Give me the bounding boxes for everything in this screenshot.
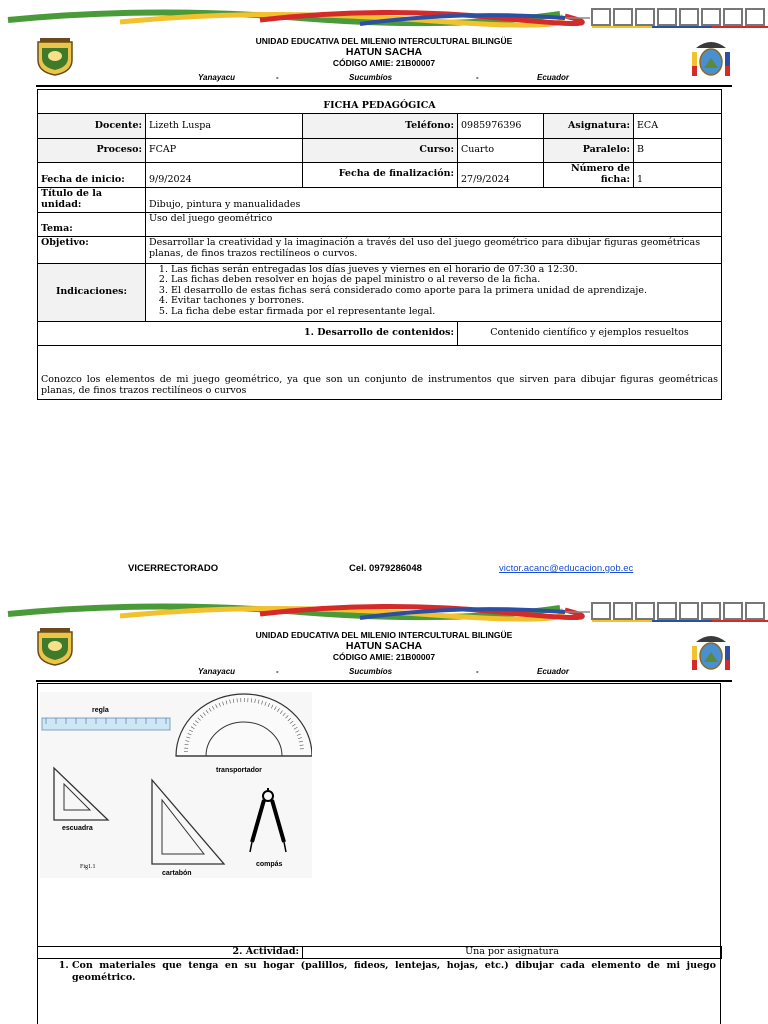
numero-label: Número de ficha: — [544, 163, 634, 188]
indicacion-item: 1. Las fichas serán entregadas los días jueves y viernes en el horario de 07:30 a 12:30. — [171, 265, 718, 275]
school-line1: UNIDAD EDUCATIVA DEL MILENIO INTERCULTURAL BILINGÜE — [255, 36, 513, 46]
page-header-2 — [0, 594, 768, 674]
titulo-label: Título de la unidad: — [38, 187, 146, 212]
proceso-value: FCAP — [146, 139, 303, 163]
desarrollo-label: 1. Desarrollo de contenidos: — [38, 321, 458, 345]
school-line2: HATUN SACHA — [345, 640, 423, 652]
inicio-value: 9/9/2024 — [146, 163, 303, 188]
location-place: Yanayacu — [198, 73, 236, 82]
school-amie: CÓDIGO AMIE: 21B00007 — [332, 652, 436, 662]
actividad-table — [37, 946, 722, 959]
actividad-task — [40, 960, 716, 984]
objetivo-label: Objetivo: — [38, 236, 146, 263]
fin-value: 27/9/2024 — [458, 163, 544, 188]
header-rule — [36, 680, 732, 682]
indicaciones-list — [149, 265, 718, 317]
footer-email-link[interactable]: victor.acanc@educacion.gob.ec — [499, 563, 634, 574]
footer-office: VICERRECTORADO — [128, 563, 219, 574]
actividad-label: 2. Actividad: — [38, 947, 303, 959]
asignatura-label: Asignatura: — [544, 114, 634, 139]
cartabon-label: cartabón — [162, 870, 192, 877]
decorative-band — [0, 600, 768, 622]
indicacion-item: 3. El desarrollo de estas fichas será considerado como aporte para la primera unidad de aprendizaje. — [171, 286, 718, 296]
regla-label: regla — [92, 707, 109, 714]
paralelo-value: B — [634, 139, 722, 163]
indicaciones-label: Indicaciones: — [38, 263, 146, 321]
desarrollo-value: Contenido científico y ejemplos resueltos — [458, 321, 722, 345]
actividad-item: 1. Con materiales que tenga en su hogar (palillos, fideos, lentejas, hojas, etc.) dibujar cada elemento de mi juego geométrico. — [72, 960, 716, 984]
tema-value: Uso del juego geométrico — [146, 212, 722, 236]
titulo-value: Dibujo, pintura y manualidades — [146, 187, 722, 212]
location-dash: - — [476, 73, 479, 82]
location-dash: - — [276, 667, 279, 676]
page-header-1 — [0, 0, 768, 80]
escuadra-label: escuadra — [62, 825, 93, 832]
inicio-label: Fecha de inicio: — [38, 163, 146, 188]
indicaciones-list-cell — [146, 263, 722, 321]
ficha-table — [37, 89, 722, 400]
contenido-text: Conozco los elementos de mi juego geométrico, ya que son un conjunto de instrumentos que sirven para dibujar figuras geométricas planas, de finos trazos rectilíneos o curvos — [38, 345, 722, 399]
ficha-title: FICHA PEDAGÓGICA — [38, 90, 722, 114]
school-line1: UNIDAD EDUCATIVA DEL MILENIO INTERCULTURAL BILINGÜE — [255, 630, 513, 640]
telefono-value: 0985976396 — [458, 114, 544, 139]
location-province: Sucumbíos — [349, 667, 393, 676]
location-dash: - — [476, 667, 479, 676]
location-province: Sucumbíos — [349, 73, 393, 82]
paralelo-label: Paralelo: — [544, 139, 634, 163]
docente-label: Docente: — [38, 114, 146, 139]
location-country: Ecuador — [537, 667, 570, 676]
figure-caption: Fig1.1 — [80, 864, 96, 870]
indicacion-item: 4. Evitar tachones y borrones. — [171, 296, 718, 306]
footer-email-wrap — [499, 563, 633, 574]
location-country: Ecuador — [537, 73, 570, 82]
telefono-label: Teléfono: — [303, 114, 458, 139]
indicacion-item: 2. Las fichas deben resolver en hojas de papel ministro o al reverso de la ficha. — [171, 275, 718, 285]
transportador-label: transportador — [216, 767, 262, 774]
tema-label: Tema: — [38, 212, 146, 236]
actividad-value: Una por asignatura — [303, 947, 722, 959]
decorative-band — [0, 6, 768, 28]
objetivo-value: Desarrollar la creatividad y la imaginación a través del uso del juego geométrico para dibujar figuras geométricas planas, de finos trazos rectilíneos o curvos. — [146, 236, 722, 263]
indicacion-item: 5. La ficha debe estar firmada por el representante legal. — [171, 307, 718, 317]
docente-value: Lizeth Luspa — [146, 114, 303, 139]
asignatura-value: ECA — [634, 114, 722, 139]
numero-value: 1 — [634, 163, 722, 188]
proceso-label: Proceso: — [38, 139, 146, 163]
location-dash: - — [276, 73, 279, 82]
curso-value: Cuarto — [458, 139, 544, 163]
compas-label: compás — [256, 861, 283, 868]
location-place: Yanayacu — [198, 667, 236, 676]
school-line2: HATUN SACHA — [345, 46, 423, 58]
school-amie: CÓDIGO AMIE: 21B00007 — [332, 58, 436, 68]
header-rule — [36, 85, 732, 87]
fin-label: Fecha de finalización: — [303, 163, 458, 188]
actividad-list — [40, 960, 716, 984]
school-name — [0, 36, 768, 68]
geometry-set-figure — [40, 692, 312, 878]
curso-label: Curso: — [303, 139, 458, 163]
footer-phone: Cel. 0979286048 — [349, 563, 422, 574]
school-name — [0, 630, 768, 662]
